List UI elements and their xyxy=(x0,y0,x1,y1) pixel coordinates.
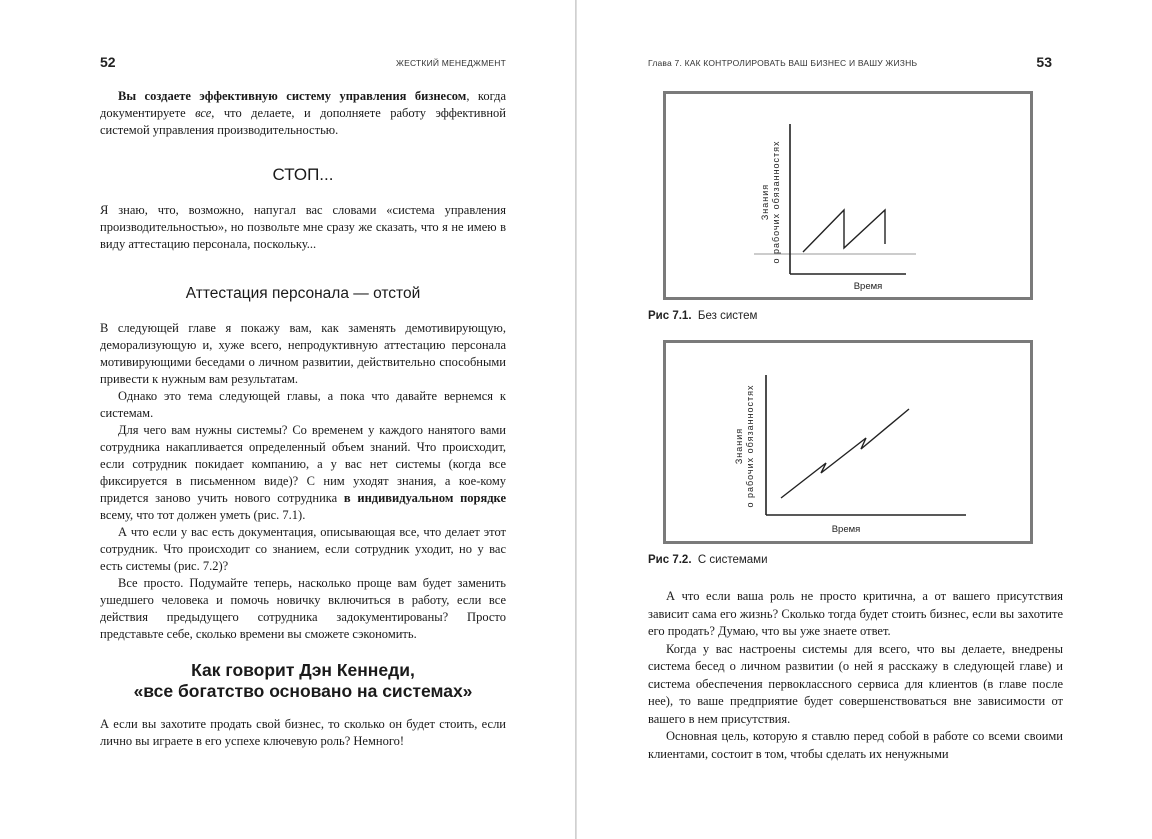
y-axis-label-line2: о рабочих обязанностях xyxy=(745,384,755,508)
running-head: ЖЕСТКИЙ МЕНЕДЖМЕНТ xyxy=(396,58,506,68)
main-body-text xyxy=(100,320,506,643)
page-number: 52 xyxy=(100,54,116,70)
paragraph-1: В следующей главе я покажу вам, как заменять демотивирующую, деморализующую и, хуже всего, непродуктивную аттестацию персонала мотивирующими беседами о личном развитии, действительно способными привести к нужным вам результатам. xyxy=(100,321,506,386)
figure-7-2 xyxy=(663,340,1033,544)
paragraph-2: Когда у вас настроены системы для всего, что вы делаете, внедрены система бесед о личном развитии (о ней я расскажу в следующей главе) и система обеспечения первоклассного сервиса для клиентов (в главе после нее), то ваше предприятие будет совершенствоваться вне зависимости от вашего в нем присутствия. xyxy=(648,641,1063,726)
right-body-text xyxy=(648,588,1063,763)
paragraph-3-start: Для чего вам нужны системы? Со временем у каждого нанятого вами сотрудника накапливается определенный объем знаний. Что происходит, если сотрудник покидает компанию, а у вас нет системы (когда все фиксируется в письменном виде)? С ним уходят знания, а кое-кому придется заново учить нового сотрудника xyxy=(100,423,506,505)
paragraph-3: Основная цель, которую я ставлю перед собой в работе со всеми своими клиентами, состоит в том, чтобы сделать их ненужными xyxy=(648,729,1063,761)
page-number: 53 xyxy=(1036,54,1052,70)
paragraph-3-end: всему, что тот должен уметь (рис. 7.1). xyxy=(100,508,306,522)
knowledge-line xyxy=(803,210,885,252)
caption-text: С системами xyxy=(697,554,768,566)
stop-paragraph xyxy=(100,202,506,253)
figure-7-2-caption xyxy=(648,554,768,566)
paragraph-6: А если вы захотите продать свой бизнес, то сколько он будет стоить, если лично вы играете в его успехе ключевую роль? Немного! xyxy=(100,717,506,748)
figure-7-1-caption xyxy=(648,310,757,322)
caption-text: Без систем xyxy=(697,310,758,322)
paragraph-5: Все просто. Подумайте теперь, насколько проще вам будет заменить ушедшего человека и помочь новичку включиться в работу, если все действия предыдущего сотрудника задокументированы? Просто представьте себе, сколько времени вы сможете сэкономить. xyxy=(100,576,506,641)
x-axis-label: Время xyxy=(831,524,861,535)
figure-7-1-chart xyxy=(666,94,1030,297)
paragraph-2: Однако это тема следующей главы, а пока что давайте вернемся к системам. xyxy=(100,389,506,420)
running-head: Глава 7. КАК КОНТРОЛИРОВАТЬ ВАШ БИЗНЕС И ВАШУ ЖИЗНЬ xyxy=(648,58,918,68)
y-axis-label-line1: Знания xyxy=(734,427,744,465)
kennedy-heading-line1: Как говорит Дэн Кеннеди, xyxy=(191,660,415,680)
stop-paragraph-text: Я знаю, что, возможно, напугал вас словами «система управления производительностью», но позвольте мне сразу же сказать, что я не имею в виду аттестацию персонала, поскольку... xyxy=(100,203,506,251)
intro-italic-word: все xyxy=(195,106,212,120)
paragraph-1: А что если ваша роль не просто критична, а от вашего присутствия зависит сама его жизнь? Сколько тогда будет стоить бизнес, если вы захотите его продать? Думаю, что вы уже знаете ответ. xyxy=(648,589,1063,638)
x-axis-label: Время xyxy=(853,281,883,292)
knowledge-line xyxy=(781,409,909,498)
final-paragraph xyxy=(100,716,506,750)
appraisal-heading: Аттестация персонала — отстой xyxy=(185,285,421,302)
y-axis-label-line2: о рабочих обязанностях xyxy=(771,140,781,264)
paragraph-3 xyxy=(100,422,506,524)
intro-bold-lead: Вы создаете эффективную систему управления бизнесом xyxy=(118,89,467,103)
paragraph-4: А что если у вас есть документация, описывающая все, что делает этот сотрудник. Что происходит со знанием, если сотрудник уходит, но у вас есть системы (рис. 7.2)? xyxy=(100,525,506,573)
y-axis-label-line1: Знания xyxy=(760,183,770,221)
caption-label: Рис 7.2. xyxy=(648,554,692,566)
paragraph-3-bold: в индивидуальном порядке xyxy=(343,491,506,505)
figure-7-1 xyxy=(663,91,1033,300)
intro-text-2: , что делаете, и дополняете работу эффективной системой управления производительностью. xyxy=(100,106,506,137)
caption-label: Рис 7.1. xyxy=(648,310,692,322)
stop-heading: СТОП... xyxy=(272,165,334,184)
intro-paragraph xyxy=(100,88,506,139)
figure-7-2-chart xyxy=(666,343,1030,541)
intro-text-1: , когда документируете xyxy=(100,89,506,120)
kennedy-heading xyxy=(100,660,506,702)
kennedy-heading-line2: «все богатство основано на системах» xyxy=(133,681,473,701)
